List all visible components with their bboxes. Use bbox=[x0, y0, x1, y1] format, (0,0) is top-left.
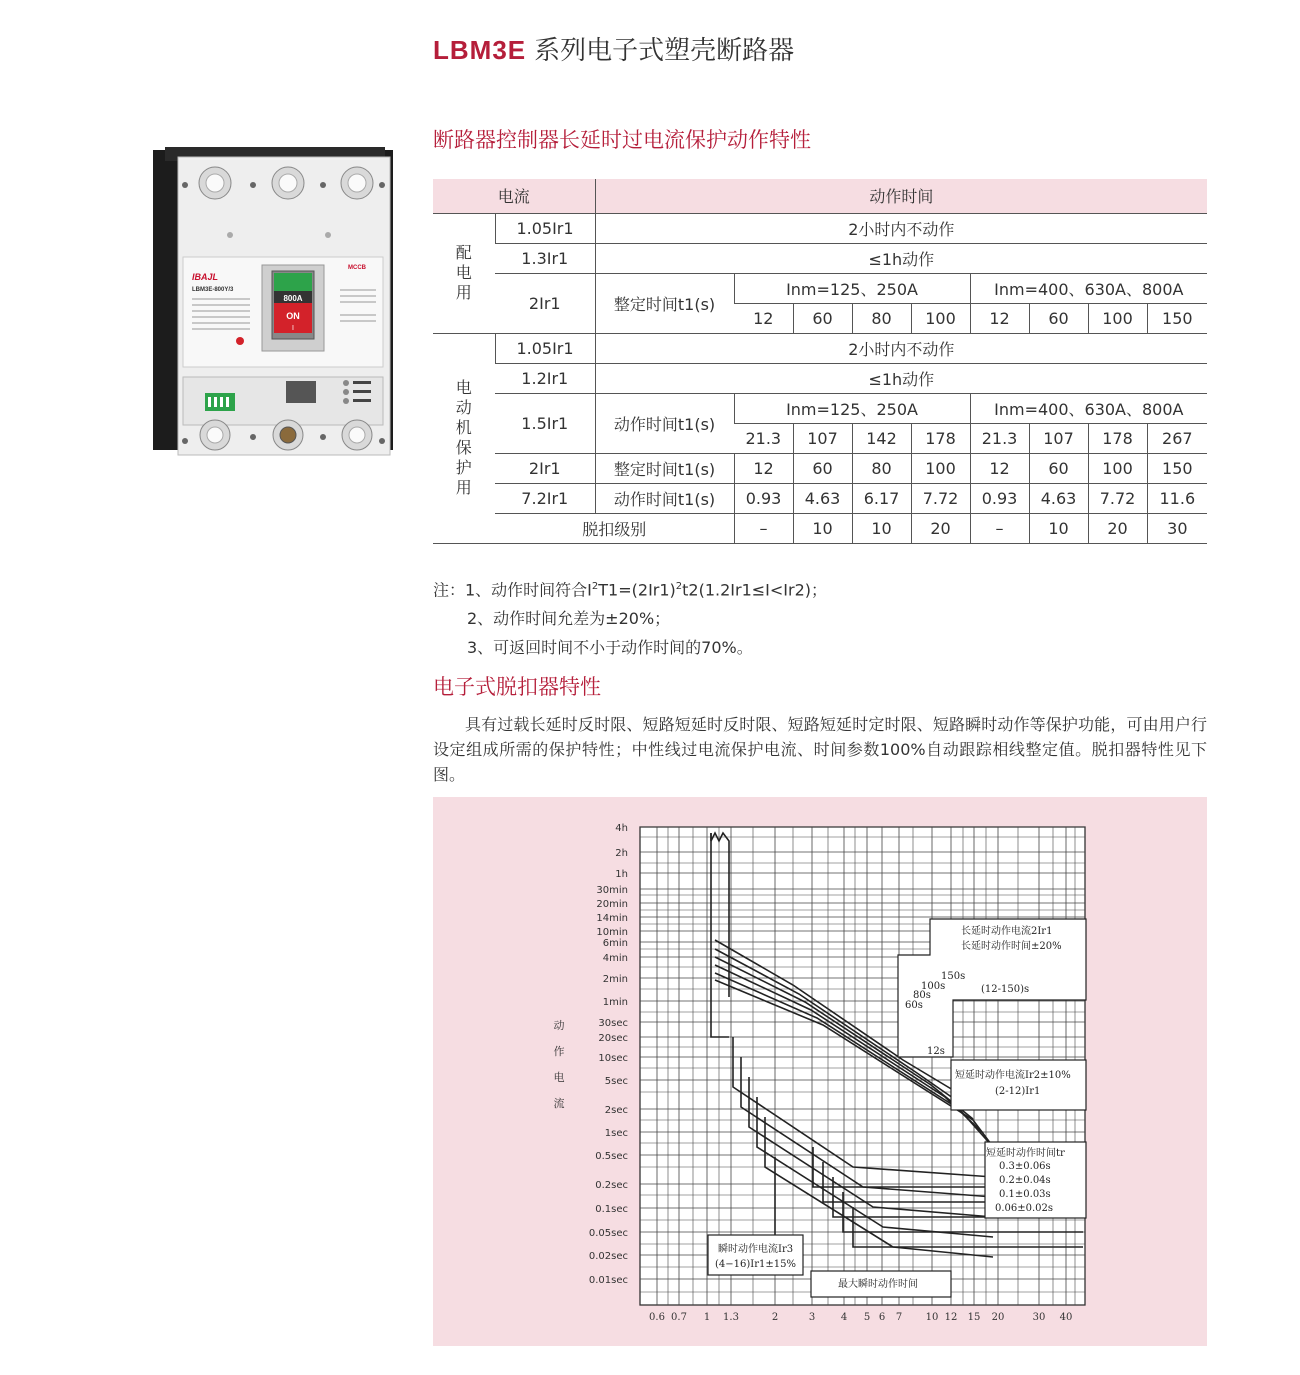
y-tick-label: 4h bbox=[615, 823, 628, 834]
annot-short-time-v1: 0.3±0.06s bbox=[999, 1161, 1051, 1172]
section-title-trip-unit: 电子式脱扣器特性 bbox=[433, 675, 601, 699]
cell-value: 10 bbox=[1029, 513, 1088, 543]
annot-short-time-v3: 0.1±0.03s bbox=[999, 1189, 1051, 1200]
cell-value: 107 bbox=[1029, 423, 1088, 453]
x-tick-label: 12 bbox=[944, 1312, 958, 1323]
mccb-label: MCCB bbox=[348, 265, 366, 271]
y-tick-label: 1sec bbox=[604, 1128, 628, 1139]
annot-60s: 60s bbox=[905, 1000, 923, 1011]
x-tick-label: 4 bbox=[840, 1312, 848, 1323]
y-tick-label: 0.01sec bbox=[588, 1275, 628, 1286]
y-tick-label: 20sec bbox=[598, 1033, 628, 1044]
header-current: 电流 bbox=[433, 179, 595, 213]
brand-logo: IBAJL bbox=[192, 272, 219, 282]
table-row bbox=[433, 243, 1207, 273]
y-tick-label: 30min bbox=[596, 885, 628, 896]
table-row bbox=[433, 393, 1207, 423]
cell-value: 11.6 bbox=[1147, 483, 1207, 513]
cell-current: 2Ir1 bbox=[495, 273, 595, 333]
y-axis-label bbox=[554, 1018, 565, 1110]
note-3: 3、可返回时间不小于动作时间的70%。 bbox=[467, 638, 753, 658]
y-tick-label: 2h bbox=[615, 848, 628, 859]
y-tick-label: 0.5sec bbox=[595, 1151, 628, 1162]
cell-value: 6.17 bbox=[852, 483, 911, 513]
cell-value: 60 bbox=[793, 303, 852, 333]
annot-range: (12-150)s bbox=[981, 984, 1030, 995]
table-row bbox=[433, 513, 1207, 543]
y-axis-label-char: 流 bbox=[553, 1097, 565, 1110]
y-tick-label: 6min bbox=[602, 938, 628, 949]
model-name: LBM3E bbox=[433, 35, 527, 65]
on-label: ON bbox=[286, 311, 300, 321]
table-row bbox=[433, 453, 1207, 483]
cell-value: 150 bbox=[1147, 453, 1207, 483]
note-2: 2、动作时间允差为±20%； bbox=[467, 609, 671, 629]
cell-value: 20 bbox=[911, 513, 970, 543]
annot-long-delay-time: 长延时动作时间±20% bbox=[961, 941, 1062, 952]
annot-long-delay-current: 长延时动作电流2Ir1 bbox=[961, 926, 1053, 937]
annot-instant-range: (4−16)Ir1±15% bbox=[715, 1259, 796, 1270]
y-tick-label: 5sec bbox=[604, 1076, 628, 1087]
x-tick-label: 30 bbox=[1032, 1312, 1046, 1323]
annot-short-delay-range: (2-12)Ir1 bbox=[995, 1086, 1041, 1097]
y-tick-label: 0.1sec bbox=[595, 1204, 628, 1215]
cell-param: 整定时间t1(s) bbox=[595, 273, 734, 333]
cell-value: 10 bbox=[852, 513, 911, 543]
group-motor: 电动机保护用 bbox=[433, 333, 495, 543]
cell-value: 0.93 bbox=[970, 483, 1029, 513]
series-name: 系列电子式塑壳断路器 bbox=[534, 36, 795, 66]
cell-value: 100 bbox=[1088, 303, 1147, 333]
y-axis-label-char: 作 bbox=[553, 1045, 565, 1058]
y-axis-label-char: 电 bbox=[553, 1071, 565, 1084]
y-axis-label-char: 动 bbox=[553, 1019, 565, 1032]
cell-value: 60 bbox=[793, 453, 852, 483]
annot-short-time-title: 短延时动作时间tr bbox=[986, 1148, 1065, 1159]
trip-curve-svg bbox=[433, 797, 1207, 1346]
cell-current: 2Ir1 bbox=[495, 453, 595, 483]
cell-value: 107 bbox=[793, 423, 852, 453]
short-delay-current-box bbox=[951, 1060, 1086, 1110]
notes bbox=[433, 572, 827, 662]
y-tick-label: 14min bbox=[596, 913, 628, 924]
y-tick-label: 2sec bbox=[604, 1105, 628, 1116]
cell-value: 12 bbox=[734, 303, 793, 333]
cell-value: 80 bbox=[852, 453, 911, 483]
table-row bbox=[433, 333, 1207, 363]
y-tick-label: 30sec bbox=[598, 1018, 628, 1029]
cell-value: 267 bbox=[1147, 423, 1207, 453]
rating-badge: 800A bbox=[283, 294, 303, 303]
cell-value: 21.3 bbox=[970, 423, 1029, 453]
cell-inm-a: Inm=125、250A bbox=[734, 273, 970, 303]
table-header-row bbox=[433, 179, 1207, 213]
cell-value: 60 bbox=[1029, 303, 1088, 333]
cell-value: 100 bbox=[1088, 453, 1147, 483]
cell-current: 1.05Ir1 bbox=[495, 333, 595, 363]
y-tick-label: 1h bbox=[615, 869, 628, 880]
x-tick-label: 15 bbox=[967, 1312, 981, 1323]
cell-param: 整定时间t1(s) bbox=[595, 453, 734, 483]
note-1: 注：1、动作时间符合$I^2T1=(2Ir1)^2t2(1.2Ir1\le I<Ir2)$； bbox=[433, 580, 828, 600]
x-tick-label: 2 bbox=[771, 1312, 779, 1323]
cell-time: ≤1h动作 bbox=[595, 363, 1207, 393]
product-image bbox=[150, 145, 400, 465]
cell-current: 7.2Ir1 bbox=[495, 483, 595, 513]
cell-value: 12 bbox=[734, 453, 793, 483]
cell-time: 2小时内不动作 bbox=[595, 333, 1207, 363]
x-tick-label: 20 bbox=[991, 1312, 1005, 1323]
cell-value: 12 bbox=[970, 303, 1029, 333]
cell-value: 21.3 bbox=[734, 423, 793, 453]
table-row bbox=[433, 213, 1207, 243]
cell-inm-b: Inm=400、630A、800A bbox=[970, 393, 1207, 423]
trip-curve-chart bbox=[433, 797, 1207, 1346]
cell-value: 80 bbox=[852, 303, 911, 333]
page-title bbox=[433, 30, 794, 67]
cell-value: 12 bbox=[970, 453, 1029, 483]
x-tick-label: 0.7 bbox=[671, 1312, 687, 1323]
x-tick-label: 1.3 bbox=[723, 1312, 739, 1323]
protection-characteristics-table bbox=[433, 179, 1207, 544]
model-label: LBM3E-800Y/3 bbox=[192, 287, 234, 293]
cell-value: 100 bbox=[911, 303, 970, 333]
annot-150s: 150s bbox=[941, 971, 966, 982]
cell-value: 178 bbox=[1088, 423, 1147, 453]
cell-value: 20 bbox=[1088, 513, 1147, 543]
table-row bbox=[433, 483, 1207, 513]
y-tick-label: 20min bbox=[596, 899, 628, 910]
annot-100s: 100s bbox=[921, 981, 946, 992]
x-tick-label: 0.6 bbox=[649, 1312, 665, 1323]
cell-value: 30 bbox=[1147, 513, 1207, 543]
annot-short-time-v4: 0.06±0.02s bbox=[995, 1203, 1054, 1214]
y-tick-label: 2min bbox=[602, 974, 628, 985]
cell-param: 动作时间t1(s) bbox=[595, 483, 734, 513]
annot-short-delay-current: 短延时动作电流Ir2±10% bbox=[955, 1070, 1071, 1081]
description-paragraph: 具有过载长延时反时限、短路短延时反时限、短路短延时定时限、短路瞬时动作等保护功能，可由用户行设定组成所需的保护特性；中性线过电流保护电流、时间参数100%自动跟踪相线整定值。脱扣器特性见下图。 bbox=[433, 715, 1207, 784]
cell-value: 10 bbox=[793, 513, 852, 543]
x-tick-label: 40 bbox=[1059, 1312, 1073, 1323]
x-tick-label: 1 bbox=[703, 1312, 711, 1323]
group-distribution: 配电用 bbox=[433, 213, 495, 333]
cell-trip-class: 脱扣级别 bbox=[495, 513, 734, 543]
cell-inm-b: Inm=400、630A、800A bbox=[970, 273, 1207, 303]
table-row bbox=[433, 363, 1207, 393]
cell-param: 动作时间t1(s) bbox=[595, 393, 734, 453]
x-tick-label: 7 bbox=[895, 1312, 903, 1323]
y-tick-label: 0.2sec bbox=[595, 1180, 628, 1191]
annot-short-time-v2: 0.2±0.04s bbox=[999, 1175, 1051, 1186]
cell-value: 7.72 bbox=[911, 483, 970, 513]
section-title-protection: 断路器控制器长延时过电流保护动作特性 bbox=[433, 128, 811, 152]
y-tick-label: 4min bbox=[602, 953, 628, 964]
header-time: 动作时间 bbox=[595, 179, 1207, 213]
annot-12s: 12s bbox=[927, 1046, 945, 1057]
x-tick-label: 5 bbox=[863, 1312, 871, 1323]
cell-value: 142 bbox=[852, 423, 911, 453]
x-tick-label: 6 bbox=[878, 1312, 886, 1323]
cell-value: 60 bbox=[1029, 453, 1088, 483]
cell-value: 178 bbox=[911, 423, 970, 453]
cell-current: 1.05Ir1 bbox=[495, 213, 595, 243]
y-tick-label: 10min bbox=[596, 927, 628, 938]
cell-value: 0.93 bbox=[734, 483, 793, 513]
cell-value: 4.63 bbox=[793, 483, 852, 513]
x-tick-label: 10 bbox=[925, 1312, 939, 1323]
annot-instant-current: 瞬时动作电流Ir3 bbox=[718, 1244, 794, 1255]
cell-value: 7.72 bbox=[1088, 483, 1147, 513]
table-row bbox=[433, 273, 1207, 303]
on-sub-label: I bbox=[292, 325, 294, 332]
cell-value: 4.63 bbox=[1029, 483, 1088, 513]
cell-time: 2小时内不动作 bbox=[595, 213, 1207, 243]
cell-time: ≤1h动作 bbox=[595, 243, 1207, 273]
cell-value: 100 bbox=[911, 453, 970, 483]
cell-current: 1.3Ir1 bbox=[495, 243, 595, 273]
x-tick-label: 3 bbox=[808, 1312, 816, 1323]
y-tick-label: 0.05sec bbox=[588, 1228, 628, 1239]
cell-current: 1.5Ir1 bbox=[495, 393, 595, 453]
y-tick-label: 10sec bbox=[598, 1053, 628, 1064]
cell-value: – bbox=[734, 513, 793, 543]
y-tick-label: 0.02sec bbox=[588, 1251, 628, 1262]
cell-value: 150 bbox=[1147, 303, 1207, 333]
annot-80s: 80s bbox=[913, 990, 931, 1001]
cell-value: – bbox=[970, 513, 1029, 543]
y-tick-label: 1min bbox=[602, 997, 628, 1008]
annot-max-instant-time: 最大瞬时动作时间 bbox=[838, 1279, 918, 1290]
cell-current: 1.2Ir1 bbox=[495, 363, 595, 393]
cell-inm-a: Inm=125、250A bbox=[734, 393, 970, 423]
